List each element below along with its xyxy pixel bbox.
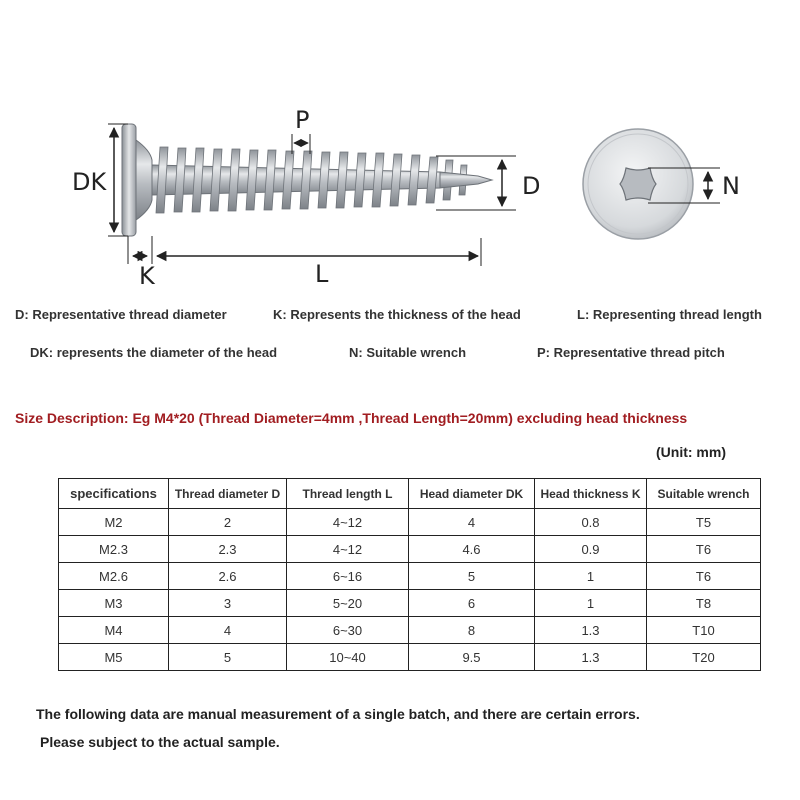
table-row <box>59 644 761 671</box>
cell-thread-diameter: 3 <box>169 590 287 617</box>
header-head-thickness: Head thickness K <box>535 479 647 509</box>
table-row <box>59 563 761 590</box>
legend-dk: DK: represents the diameter of the head <box>30 345 278 360</box>
cell-suitable-wrench: T20 <box>647 644 761 671</box>
cell-head-thickness: 1.3 <box>535 617 647 644</box>
dim-label-p: P <box>295 106 310 134</box>
cell-thread-diameter: 2 <box>169 509 287 536</box>
cell-spec: M4 <box>59 617 169 644</box>
note-line-1: The following data are manual measurement of a single batch, and there are certain errors. <box>36 706 640 722</box>
cell-suitable-wrench: T6 <box>647 563 761 590</box>
cell-suitable-wrench: T6 <box>647 536 761 563</box>
torx-socket-icon <box>620 168 656 200</box>
unit-label: (Unit: mm) <box>656 444 726 460</box>
dim-k <box>128 236 156 290</box>
legend-k: K: Represents the thickness of the head <box>273 307 521 322</box>
cell-head-thickness: 1.3 <box>535 644 647 671</box>
cell-spec: M3 <box>59 590 169 617</box>
cell-thread-length: 6~30 <box>287 617 409 644</box>
screw-head-top-view <box>583 129 693 239</box>
header-suitable-wrench: Suitable wrench <box>647 479 761 509</box>
cell-head-thickness: 1 <box>535 590 647 617</box>
cell-head-thickness: 1 <box>535 563 647 590</box>
dim-dk <box>72 124 128 236</box>
note-line-2: Please subject to the actual sample. <box>40 734 280 750</box>
cell-spec: M2.6 <box>59 563 169 590</box>
header-specifications: specifications <box>59 479 169 509</box>
cell-head-diameter: 4 <box>409 509 535 536</box>
table-row <box>59 617 761 644</box>
cell-head-diameter: 4.6 <box>409 536 535 563</box>
cell-head-thickness: 0.9 <box>535 536 647 563</box>
cell-head-thickness: 0.8 <box>535 509 647 536</box>
cell-suitable-wrench: T5 <box>647 509 761 536</box>
cell-thread-diameter: 5 <box>169 644 287 671</box>
legend-d: D: Representative thread diameter <box>15 307 227 322</box>
dim-label-dk: DK <box>72 168 107 196</box>
cell-spec: M2 <box>59 509 169 536</box>
cell-head-diameter: 8 <box>409 617 535 644</box>
screw-diagram <box>0 0 800 300</box>
cell-thread-length: 6~16 <box>287 563 409 590</box>
table-header-row <box>59 479 761 509</box>
dim-label-k: K <box>139 262 155 290</box>
header-head-diameter: Head diameter DK <box>409 479 535 509</box>
cell-suitable-wrench: T10 <box>647 617 761 644</box>
screw-shank <box>152 147 492 213</box>
size-description: Size Description: Eg M4*20 (Thread Diameter=4mm ,Thread Length=20mm) excluding head thickness <box>15 410 688 426</box>
cell-thread-length: 10~40 <box>287 644 409 671</box>
dim-l <box>157 238 481 288</box>
table-row <box>59 536 761 563</box>
legend-n: N: Suitable wrench <box>349 345 467 360</box>
cell-suitable-wrench: T8 <box>647 590 761 617</box>
screw-head <box>122 124 152 236</box>
cell-head-diameter: 9.5 <box>409 644 535 671</box>
table-row <box>59 509 761 536</box>
cell-thread-length: 5~20 <box>287 590 409 617</box>
header-thread-length: Thread length L <box>287 479 409 509</box>
cell-thread-length: 4~12 <box>287 509 409 536</box>
cell-thread-diameter: 2.3 <box>169 536 287 563</box>
dim-label-d: D <box>522 172 541 200</box>
dim-p <box>292 106 310 154</box>
legend-p: P: Representative thread pitch <box>537 345 725 360</box>
dim-label-l: L <box>315 260 329 288</box>
cell-head-diameter: 5 <box>409 563 535 590</box>
header-thread-diameter: Thread diameter D <box>169 479 287 509</box>
cell-thread-length: 4~12 <box>287 536 409 563</box>
legend-l: L: Representing thread length <box>577 307 762 322</box>
cell-thread-diameter: 2.6 <box>169 563 287 590</box>
cell-thread-diameter: 4 <box>169 617 287 644</box>
spec-table <box>58 478 761 671</box>
cell-spec: M5 <box>59 644 169 671</box>
table-row <box>59 590 761 617</box>
cell-spec: M2.3 <box>59 536 169 563</box>
cell-head-diameter: 6 <box>409 590 535 617</box>
dim-label-n: N <box>722 172 740 200</box>
